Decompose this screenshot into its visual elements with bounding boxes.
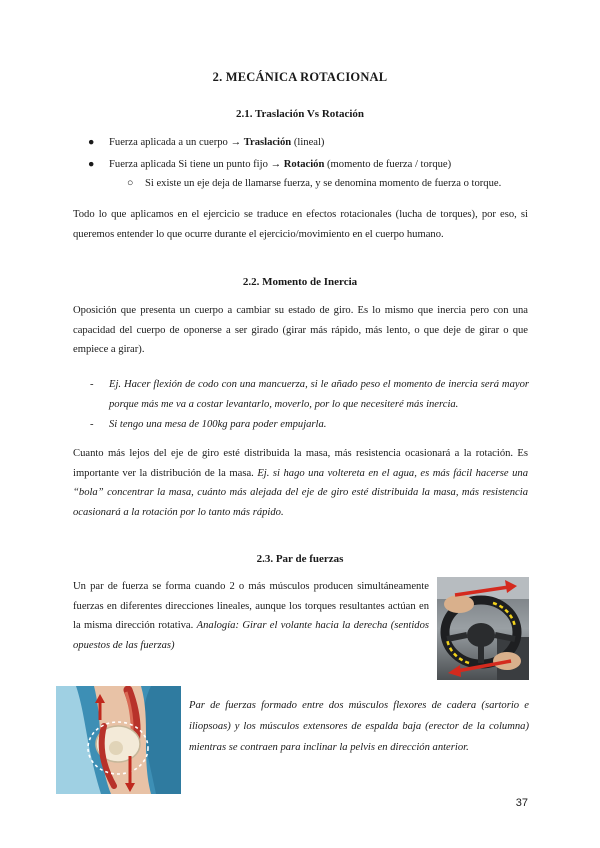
- figure-caption-par-fuerzas: Par de fuerzas formado entre dos músculos flexores de cadera (sartorio e iliopsoas) y los músculos extensores de espalda baja (erector de la columna) mientras se contraen para inclinar la pelvis en dirección anterior.: [189, 700, 529, 753]
- paragraph-inercia-def: Oposición que presenta un cuerpo a cambiar su estado de giro. Es lo mismo que inercia pero con una capacidad del cuerpo de oponerse a ser girado (girar más rápido, más lento, o que deje de girar o que empiece a girar).: [73, 305, 528, 356]
- page-number: 37: [515, 797, 528, 809]
- page-title: 2. MECÁNICA ROTACIONAL: [212, 70, 388, 84]
- paragraph-distribucion-masa: Cuanto más lejos del eje de giro esté distribuida la masa, más resistencia ocasionará a la rotación. Es importante ver la distribución de la masa. Ej. si hago una voltereta en el agua, es más fácil hacerse una “bola” concentrar la masa, cuánto más alejada del eje de giro esté distribuida la masa, más resistencia ocasionará a la rotación por lo tanto más rápido.: [73, 448, 528, 518]
- bullet-dot-icon: ●: [88, 137, 95, 148]
- bullet-traslacion: ● Fuerza aplicada a un cuerpo → Traslación (lineal): [88, 137, 325, 148]
- section-heading-2-3: 2.3. Par de fuerzas: [256, 553, 344, 565]
- dash-item-mancuerza: - Ej. Hacer flexión de codo con una mancuerza, si le añado peso el momento de inercia será mayor porque más me va a costar levantarlo, moverlo, por lo que necesiteré más inercia.: [109, 375, 529, 414]
- bullet-dot-icon: ●: [88, 159, 95, 170]
- dash-marker: -: [90, 419, 94, 430]
- bullet-circle-icon: ○: [127, 178, 134, 189]
- dash-marker: -: [90, 379, 94, 390]
- dash-item-mesa: - Si tengo una mesa de 100kg para poder empujarla.: [109, 415, 529, 435]
- steering-wheel-photo: [437, 577, 529, 680]
- bullet-rotacion: ● Fuerza aplicada Si tiene un punto fijo → Rotación (momento de fuerza / torque): [88, 159, 452, 170]
- section-heading-2-1: 2.1. Traslación Vs Rotación: [235, 108, 365, 120]
- pelvis-anatomy-illustration: [56, 686, 181, 794]
- sub-bullet-torque: ○ Si existe un eje deja de llamarse fuerza, y se denomina momento de fuerza o torque.: [127, 178, 502, 189]
- paragraph-par-fuerzas: Un par de fuerza se forma cuando 2 o más músculos producen simultáneamente fuerzas en diferentes direcciones lineales, aunque los torques resultantes actúan en la misma dirección rotativa. Analogía: Girar el volante hacia la derecha (sentidos opuestos de las fuerzas): [73, 581, 429, 651]
- section-heading-2-2: 2.2. Momento de Inercia: [242, 276, 358, 288]
- paragraph-torques: Todo lo que aplicamos en el ejercicio se traduce en efectos rotacionales (lucha de torques), por eso, si queremos entender lo que ocurre durante el ejercicio/movimiento en el cuerpo humano.: [73, 209, 528, 240]
